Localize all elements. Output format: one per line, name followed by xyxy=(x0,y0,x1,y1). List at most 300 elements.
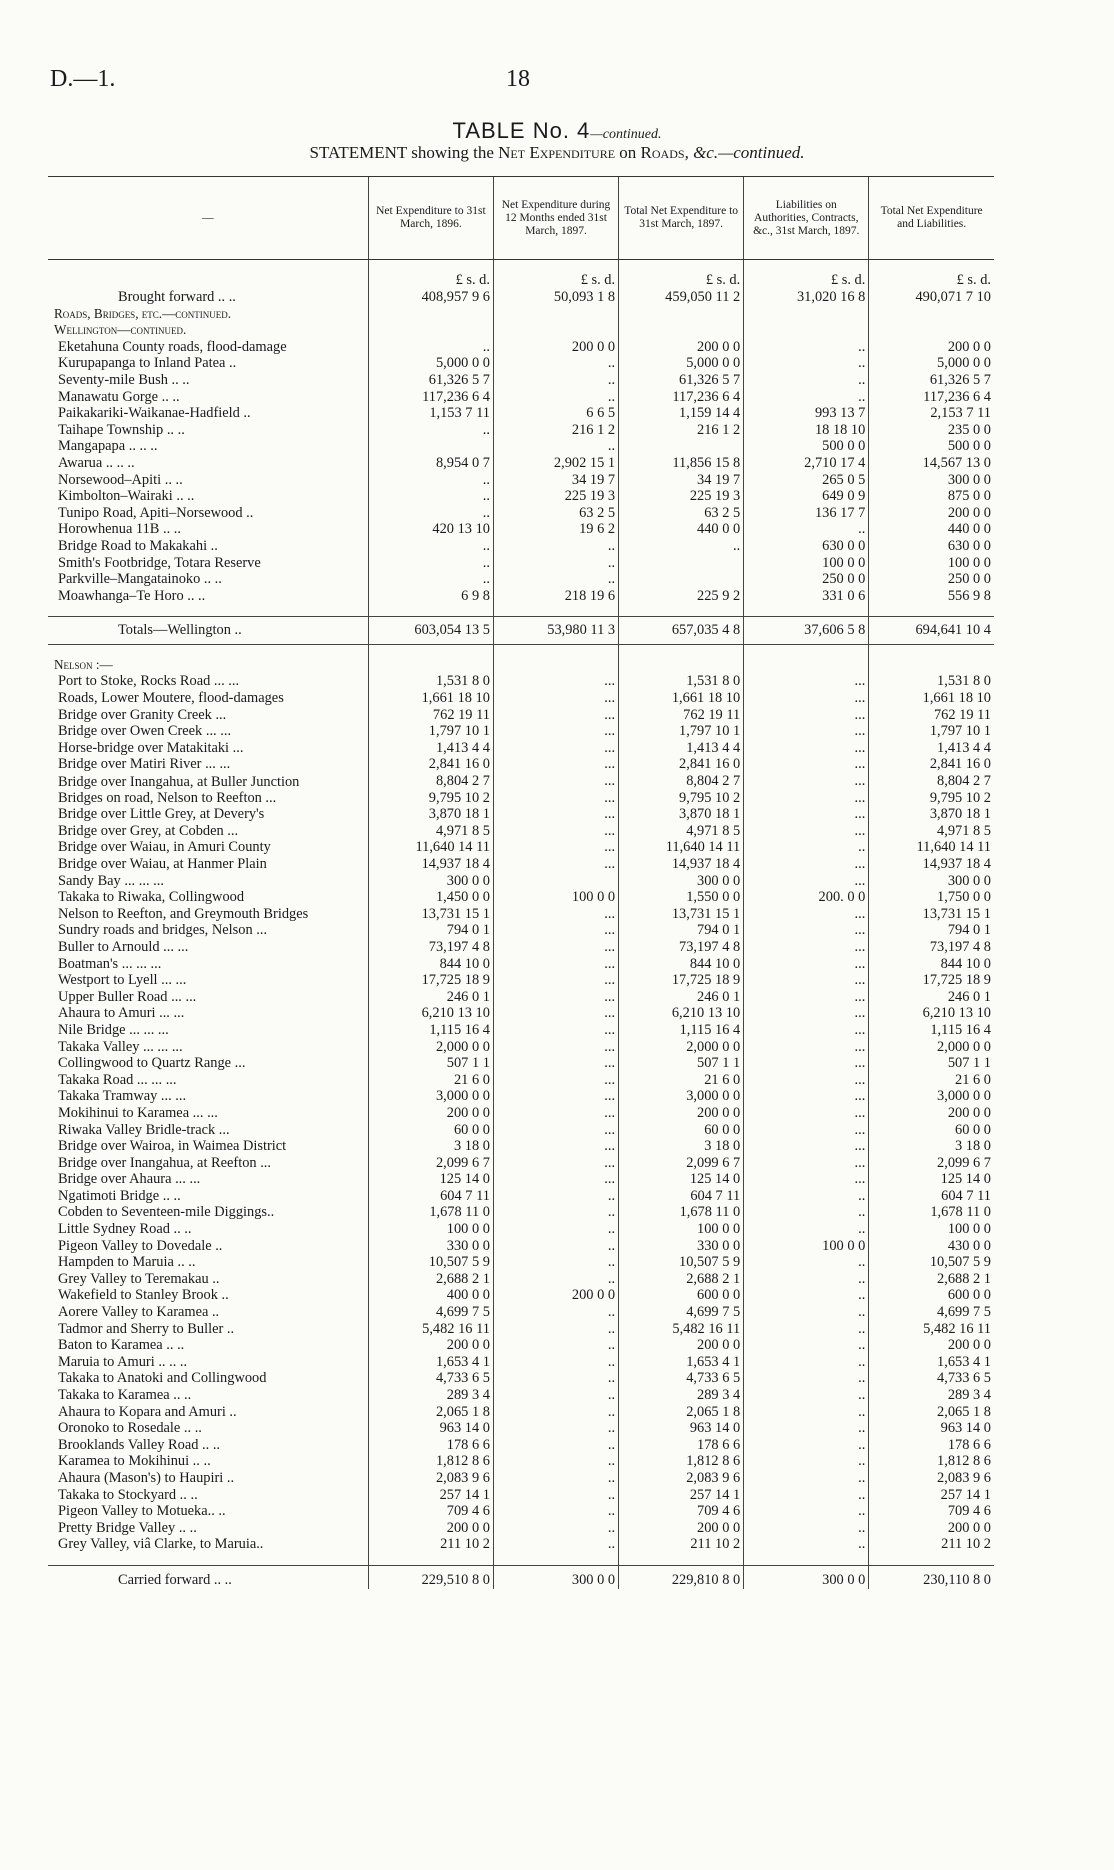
row-label: Collingwood to Quartz Range ... xyxy=(58,1055,246,1072)
amount-cell: 1,153 7 11 xyxy=(368,405,493,422)
row-label: Nile Bridge ... ... ... xyxy=(58,1021,169,1038)
subtitle-suffix: , &c.—continued. xyxy=(684,143,805,162)
amount-cell: 603,054 13 5 xyxy=(368,617,493,645)
subtitle-mid: on xyxy=(619,143,637,162)
amount-cell: ... xyxy=(744,707,869,724)
amount-cell: .. xyxy=(493,571,618,588)
amount-cell: 100 0 0 xyxy=(619,1221,744,1238)
amount-cell xyxy=(869,306,994,323)
amount-cell: 430 0 0 xyxy=(869,1238,994,1255)
amount-cell: .. xyxy=(493,1354,618,1371)
spacer-cell xyxy=(869,644,994,657)
amount-cell: 2,688 2 1 xyxy=(619,1271,744,1288)
table-row xyxy=(48,790,994,807)
amount-cell: 2,688 2 1 xyxy=(869,1271,994,1288)
amount-cell: 1,413 4 4 xyxy=(869,740,994,757)
amount-cell: 2,065 1 8 xyxy=(869,1404,994,1421)
amount-cell: 4,733 6 5 xyxy=(368,1370,493,1387)
amount-cell: .. xyxy=(493,1204,618,1221)
amount-cell: 136 17 7 xyxy=(744,505,869,522)
amount-cell: ... xyxy=(744,856,869,873)
table-title xyxy=(0,118,1114,144)
amount-cell: 4,699 7 5 xyxy=(619,1304,744,1321)
amount-cell: 604 7 11 xyxy=(619,1188,744,1205)
table-row xyxy=(48,1188,994,1205)
amount-cell: 216 1 2 xyxy=(619,422,744,439)
amount-cell: 14,937 18 4 xyxy=(368,856,493,873)
spacer-cell xyxy=(869,604,994,617)
amount-cell: 117,236 6 4 xyxy=(619,389,744,406)
col-header-total-with-liabilities: Total Net Expenditure and Liabilities. xyxy=(869,177,994,260)
amount-cell: 11,640 14 11 xyxy=(869,839,994,856)
amount-cell: ... xyxy=(493,906,618,923)
row-label: Horowhenua 11B .. .. xyxy=(58,521,181,538)
col-header-net-1896: Net Expenditure to 31st March, 1896. xyxy=(368,177,493,260)
amount-cell: .. xyxy=(744,1487,869,1504)
table-row xyxy=(48,956,994,973)
spacer-cell xyxy=(48,1553,368,1566)
amount-cell: 5,000 0 0 xyxy=(869,355,994,372)
amount-cell: 556 9 8 xyxy=(869,588,994,605)
amount-cell: ... xyxy=(744,1072,869,1089)
amount-cell: 2,099 6 7 xyxy=(368,1155,493,1172)
amount-cell: 762 19 11 xyxy=(368,707,493,724)
row-label: Norsewood–Apiti .. .. xyxy=(58,471,183,488)
spacer-row xyxy=(48,644,994,657)
row-label: Takaka to Anatoki and Collingwood xyxy=(58,1370,267,1387)
amount-cell: 200 0 0 xyxy=(869,1105,994,1122)
table-row xyxy=(48,422,994,439)
amount-cell: ... xyxy=(744,790,869,807)
amount-cell: 1,797 10 1 xyxy=(619,723,744,740)
amount-cell: 200 0 0 xyxy=(619,1337,744,1354)
row-label: Brooklands Valley Road .. .. xyxy=(58,1436,221,1453)
amount-cell: .. xyxy=(744,1254,869,1271)
spacer-cell xyxy=(493,644,618,657)
row-label: Takaka Tramway ... ... xyxy=(58,1088,187,1105)
amount-cell: 13,731 15 1 xyxy=(368,906,493,923)
amount-cell: ... xyxy=(493,922,618,939)
amount-cell: 257 14 1 xyxy=(619,1487,744,1504)
table-row xyxy=(48,939,994,956)
amount-cell: 1,450 0 0 xyxy=(368,889,493,906)
table-row xyxy=(48,1304,994,1321)
amount-cell: 694,641 10 4 xyxy=(869,617,994,645)
amount-cell: 230,110 8 0 xyxy=(869,1565,994,1588)
col-header-total-1897: Total Net Expenditure to 31st March, 1897. xyxy=(619,177,744,260)
amount-cell: .. xyxy=(493,372,618,389)
table-subtitle xyxy=(0,143,1114,163)
amount-cell: ... xyxy=(744,1022,869,1039)
amount-cell: ... xyxy=(493,1005,618,1022)
amount-cell: ... xyxy=(493,723,618,740)
amount-cell: ... xyxy=(744,673,869,690)
table-row xyxy=(48,1503,994,1520)
amount-cell: 13,731 15 1 xyxy=(869,906,994,923)
section-heading-row xyxy=(48,306,994,323)
amount-cell: 1,115 16 4 xyxy=(869,1022,994,1039)
amount-cell: 2,902 15 1 xyxy=(493,455,618,472)
spacer-cell xyxy=(744,644,869,657)
row-label: Taihape Township .. .. xyxy=(58,421,185,438)
row-label: Westport to Lyell ... ... xyxy=(58,972,187,989)
amount-cell: 794 0 1 xyxy=(368,922,493,939)
table-row xyxy=(48,1271,994,1288)
amount-cell: ... xyxy=(493,1155,618,1172)
amount-cell: 200. 0 0 xyxy=(744,889,869,906)
amount-cell: 50,093 1 8 xyxy=(493,289,618,306)
amount-cell: .. xyxy=(493,1453,618,1470)
amount-cell xyxy=(493,657,618,674)
amount-cell: 507 1 1 xyxy=(619,1055,744,1072)
unit-label: £ s. d. xyxy=(368,260,493,290)
amount-cell: 125 14 0 xyxy=(368,1171,493,1188)
amount-cell: .. xyxy=(744,1404,869,1421)
amount-cell: 1,159 14 4 xyxy=(619,405,744,422)
amount-cell: ... xyxy=(493,1105,618,1122)
row-label: Takaka to Stockyard .. .. xyxy=(58,1486,198,1503)
table-row xyxy=(48,1022,994,1039)
amount-cell: 200 0 0 xyxy=(493,1287,618,1304)
table-row xyxy=(48,472,994,489)
amount-cell: ... xyxy=(493,740,618,757)
amount-cell: 100 0 0 xyxy=(368,1221,493,1238)
table-title-suffix: —continued. xyxy=(590,127,662,142)
table-row xyxy=(48,505,994,522)
amount-cell: 4,971 8 5 xyxy=(619,823,744,840)
row-label: Hampden to Maruia .. .. xyxy=(58,1254,196,1271)
row-label: Bridge over Owen Creek ... ... xyxy=(58,723,232,740)
amount-cell: .. xyxy=(744,372,869,389)
spacer-cell xyxy=(619,604,744,617)
row-label: Takaka Road ... ... ... xyxy=(58,1071,177,1088)
amount-cell: 34 19 7 xyxy=(619,472,744,489)
amount-cell xyxy=(368,657,493,674)
table-row xyxy=(48,1487,994,1504)
unit-label: £ s. d. xyxy=(493,260,618,290)
expenditure-table xyxy=(48,176,994,1589)
unit-label: £ s. d. xyxy=(744,260,869,290)
amount-cell: ... xyxy=(493,773,618,790)
amount-cell: .. xyxy=(493,1238,618,1255)
amount-cell: .. xyxy=(493,1387,618,1404)
amount-cell: ... xyxy=(744,756,869,773)
amount-cell: 200 0 0 xyxy=(368,1105,493,1122)
amount-cell: ... xyxy=(493,1072,618,1089)
amount-cell: 21 6 0 xyxy=(368,1072,493,1089)
amount-cell: 3 18 0 xyxy=(869,1138,994,1155)
amount-cell: 2,841 16 0 xyxy=(619,756,744,773)
amount-cell: .. xyxy=(368,339,493,356)
row-label: Wakefield to Stanley Brook .. xyxy=(58,1287,229,1304)
row-label: Brought forward .. .. xyxy=(118,289,236,305)
row-label: Carried forward .. .. xyxy=(48,1565,368,1588)
page-number: 18 xyxy=(506,66,530,92)
units-spacer xyxy=(48,260,368,290)
table-row xyxy=(48,1536,994,1553)
col-header-net-during-1897: Net Expenditure during 12 Months ended 31st March, 1897. xyxy=(493,177,618,260)
row-label: Baton to Karamea .. .. xyxy=(58,1337,185,1354)
row-label: Awarua .. .. .. xyxy=(58,454,135,471)
table-row xyxy=(48,740,994,757)
amount-cell: .. xyxy=(493,1254,618,1271)
amount-cell: 1,413 4 4 xyxy=(368,740,493,757)
table-row xyxy=(48,756,994,773)
amount-cell: 1,531 8 0 xyxy=(869,673,994,690)
amount-cell: 630 0 0 xyxy=(869,538,994,555)
amount-cell: ... xyxy=(493,1088,618,1105)
amount-cell xyxy=(869,657,994,674)
table-row xyxy=(48,922,994,939)
amount-cell: ... xyxy=(493,1171,618,1188)
amount-cell: 4,971 8 5 xyxy=(368,823,493,840)
amount-cell: 6 6 5 xyxy=(493,405,618,422)
amount-cell: 507 1 1 xyxy=(869,1055,994,1072)
amount-cell: ... xyxy=(493,939,618,956)
amount-cell: 630 0 0 xyxy=(744,538,869,555)
amount-cell: 8,804 2 7 xyxy=(869,773,994,790)
amount-cell: .. xyxy=(493,438,618,455)
amount-cell: 229,810 8 0 xyxy=(619,1565,744,1588)
row-label: Kurupapanga to Inland Patea .. xyxy=(58,355,237,372)
amount-cell: 1,413 4 4 xyxy=(619,740,744,757)
amount-cell: ... xyxy=(744,1088,869,1105)
amount-cell: 1,812 8 6 xyxy=(619,1453,744,1470)
amount-cell: ... xyxy=(744,939,869,956)
amount-cell xyxy=(368,438,493,455)
table-row xyxy=(48,773,994,790)
amount-cell: 762 19 11 xyxy=(869,707,994,724)
table-row xyxy=(48,806,994,823)
table-row xyxy=(48,1238,994,1255)
amount-cell: 2,688 2 1 xyxy=(368,1271,493,1288)
table-row xyxy=(48,823,994,840)
amount-cell: ... xyxy=(744,690,869,707)
row-label: Sandy Bay ... ... ... xyxy=(58,872,164,889)
amount-cell: 178 6 6 xyxy=(619,1437,744,1454)
spacer-cell xyxy=(368,604,493,617)
amount-cell xyxy=(744,657,869,674)
amount-cell: 709 4 6 xyxy=(869,1503,994,1520)
row-label: Port to Stoke, Rocks Road ... ... xyxy=(58,673,240,690)
table-row xyxy=(48,1155,994,1172)
row-label: Pigeon Valley to Dovedale .. xyxy=(58,1237,223,1254)
table-row xyxy=(48,1470,994,1487)
amount-cell: .. xyxy=(744,1453,869,1470)
amount-cell: 2,000 0 0 xyxy=(368,1039,493,1056)
amount-cell: 1,750 0 0 xyxy=(869,889,994,906)
amount-cell: 330 0 0 xyxy=(368,1238,493,1255)
section-heading: Roads, Bridges, etc.—continued. xyxy=(54,305,232,321)
amount-cell: .. xyxy=(744,1520,869,1537)
amount-cell: 331 0 6 xyxy=(744,588,869,605)
amount-cell: 1,653 4 1 xyxy=(368,1354,493,1371)
amount-cell: ... xyxy=(493,856,618,873)
amount-cell: ... xyxy=(744,1138,869,1155)
table-row xyxy=(48,355,994,372)
unit-label: £ s. d. xyxy=(619,260,744,290)
table-row xyxy=(48,972,994,989)
spacer-cell xyxy=(368,1553,493,1566)
amount-cell: .. xyxy=(744,1503,869,1520)
amount-cell: 4,733 6 5 xyxy=(869,1370,994,1387)
amount-cell: 14,937 18 4 xyxy=(619,856,744,873)
amount-cell: 61,326 5 7 xyxy=(368,372,493,389)
row-label: Roads, Lower Moutere, flood-damages xyxy=(58,690,284,707)
row-label: Buller to Arnould ... ... xyxy=(58,938,189,955)
amount-cell: ... xyxy=(744,1122,869,1139)
amount-cell: 200 0 0 xyxy=(368,1337,493,1354)
amount-cell: 100 0 0 xyxy=(744,555,869,572)
amount-cell: 9,795 10 2 xyxy=(368,790,493,807)
row-label: Upper Buller Road ... ... xyxy=(58,988,197,1005)
amount-cell: 200 0 0 xyxy=(368,1520,493,1537)
row-label: Grey Valley to Teremakau .. xyxy=(58,1270,220,1287)
amount-cell: .. xyxy=(744,839,869,856)
table-row xyxy=(48,1354,994,1371)
amount-cell: ... xyxy=(744,1171,869,1188)
amount-cell: 17,725 18 9 xyxy=(368,972,493,989)
amount-cell: 8,804 2 7 xyxy=(619,773,744,790)
amount-cell: 9,795 10 2 xyxy=(619,790,744,807)
amount-cell: ... xyxy=(493,1055,618,1072)
row-label: Cobden to Seventeen-mile Diggings.. xyxy=(58,1204,275,1221)
amount-cell: 3,000 0 0 xyxy=(368,1088,493,1105)
row-label: Ngatimoti Bridge .. .. xyxy=(58,1187,181,1204)
row-label: Ahaura to Amuri ... ... xyxy=(58,1005,185,1022)
amount-cell xyxy=(493,322,618,339)
amount-cell: 963 14 0 xyxy=(869,1420,994,1437)
amount-cell: .. xyxy=(744,1287,869,1304)
amount-cell: 100 0 0 xyxy=(869,1221,994,1238)
amount-cell: ... xyxy=(744,1155,869,1172)
row-label: Little Sydney Road .. .. xyxy=(58,1221,192,1238)
amount-cell: 250 0 0 xyxy=(744,571,869,588)
row-label: Smith's Footbridge, Totara Reserve xyxy=(58,554,261,571)
row-label: Mokihinui to Karamea ... ... xyxy=(58,1104,218,1121)
amount-cell: 2,841 16 0 xyxy=(368,756,493,773)
spacer-cell xyxy=(744,604,869,617)
row-label: Bridge over Grey, at Cobden ... xyxy=(58,822,239,839)
amount-cell xyxy=(493,873,618,890)
table-row xyxy=(48,906,994,923)
amount-cell: 844 10 0 xyxy=(869,956,994,973)
table-row xyxy=(48,372,994,389)
amount-cell: .. xyxy=(619,538,744,555)
table-row xyxy=(48,1039,994,1056)
amount-cell: 1,531 8 0 xyxy=(368,673,493,690)
amount-cell: 1,653 4 1 xyxy=(619,1354,744,1371)
amount-cell: 1,661 18 10 xyxy=(368,690,493,707)
amount-cell: 5,000 0 0 xyxy=(619,355,744,372)
table-row xyxy=(48,455,994,472)
amount-cell: 3,870 18 1 xyxy=(368,806,493,823)
section-heading-row xyxy=(48,322,994,339)
amount-cell: 100 0 0 xyxy=(744,1238,869,1255)
amount-cell: 709 4 6 xyxy=(368,1503,493,1520)
amount-cell: 4,699 7 5 xyxy=(368,1304,493,1321)
row-label: Horse-bridge over Matakitaki ... xyxy=(58,739,244,756)
table-title-main: TABLE No. 4 xyxy=(452,118,591,143)
document-id: D.—1. xyxy=(50,66,116,92)
row-label: Ahaura (Mason's) to Haupiri .. xyxy=(58,1469,235,1486)
amount-cell: 246 0 1 xyxy=(368,989,493,1006)
amount-cell: 60 0 0 xyxy=(869,1122,994,1139)
amount-cell: 61,326 5 7 xyxy=(869,372,994,389)
spacer-row xyxy=(48,604,994,617)
amount-cell: 459,050 11 2 xyxy=(619,289,744,306)
amount-cell: 60 0 0 xyxy=(368,1122,493,1139)
subtitle-prefix: STATEMENT showing the xyxy=(309,143,494,162)
amount-cell: 993 13 7 xyxy=(744,405,869,422)
amount-cell: 794 0 1 xyxy=(619,922,744,939)
table-row xyxy=(48,538,994,555)
amount-cell: .. xyxy=(493,1188,618,1205)
amount-cell: .. xyxy=(493,1536,618,1553)
amount-cell: 300 0 0 xyxy=(493,1565,618,1588)
amount-cell: 5,482 16 11 xyxy=(619,1321,744,1338)
row-label: Paikakariki-Waikanae-Hadfield .. xyxy=(58,405,251,422)
amount-cell: 1,812 8 6 xyxy=(368,1453,493,1470)
amount-cell xyxy=(619,571,744,588)
amount-cell: .. xyxy=(368,505,493,522)
amount-cell: 649 0 9 xyxy=(744,488,869,505)
amount-cell: .. xyxy=(744,1304,869,1321)
amount-cell: 11,856 15 8 xyxy=(619,455,744,472)
amount-cell: ... xyxy=(744,773,869,790)
amount-cell: .. xyxy=(493,1271,618,1288)
row-label: Tunipo Road, Apiti–Norsewood .. xyxy=(58,504,254,521)
amount-cell: .. xyxy=(493,1304,618,1321)
table-row xyxy=(48,707,994,724)
amount-cell: 2,153 7 11 xyxy=(869,405,994,422)
amount-cell: 1,797 10 1 xyxy=(368,723,493,740)
table-row xyxy=(48,1370,994,1387)
amount-cell: .. xyxy=(744,1370,869,1387)
row-label: Bridge over Waiau, in Amuri County xyxy=(58,839,271,856)
amount-cell: 1,115 16 4 xyxy=(619,1022,744,1039)
amount-cell: 408,957 9 6 xyxy=(368,289,493,306)
amount-cell: 257 14 1 xyxy=(368,1487,493,1504)
spacer-cell xyxy=(744,1553,869,1566)
amount-cell: 2,710 17 4 xyxy=(744,455,869,472)
amount-cell: 37,606 5 8 xyxy=(744,617,869,645)
amount-cell: 600 0 0 xyxy=(869,1287,994,1304)
table-row xyxy=(48,1387,994,1404)
amount-cell: 34 19 7 xyxy=(493,472,618,489)
amount-cell: .. xyxy=(493,1503,618,1520)
amount-cell: 330 0 0 xyxy=(619,1238,744,1255)
amount-cell: 490,071 7 10 xyxy=(869,289,994,306)
amount-cell: 17,725 18 9 xyxy=(619,972,744,989)
table-row xyxy=(48,1204,994,1221)
spacer-cell xyxy=(48,644,368,657)
amount-cell: .. xyxy=(744,1204,869,1221)
amount-cell: 3 18 0 xyxy=(368,1138,493,1155)
amount-cell: 1,115 16 4 xyxy=(368,1022,493,1039)
spacer-cell xyxy=(619,644,744,657)
amount-cell: 14,567 13 0 xyxy=(869,455,994,472)
amount-cell: .. xyxy=(493,1370,618,1387)
subtitle-smallcaps-2: Roads xyxy=(640,143,685,162)
row-label: Bridge over Inangahua, at Reefton ... xyxy=(58,1154,271,1171)
amount-cell: .. xyxy=(493,1221,618,1238)
table-body xyxy=(48,260,994,1589)
amount-cell: 18 18 10 xyxy=(744,422,869,439)
table-row xyxy=(48,1404,994,1421)
row-label: Maruia to Amuri .. .. .. xyxy=(58,1353,188,1370)
amount-cell: 3,870 18 1 xyxy=(869,806,994,823)
